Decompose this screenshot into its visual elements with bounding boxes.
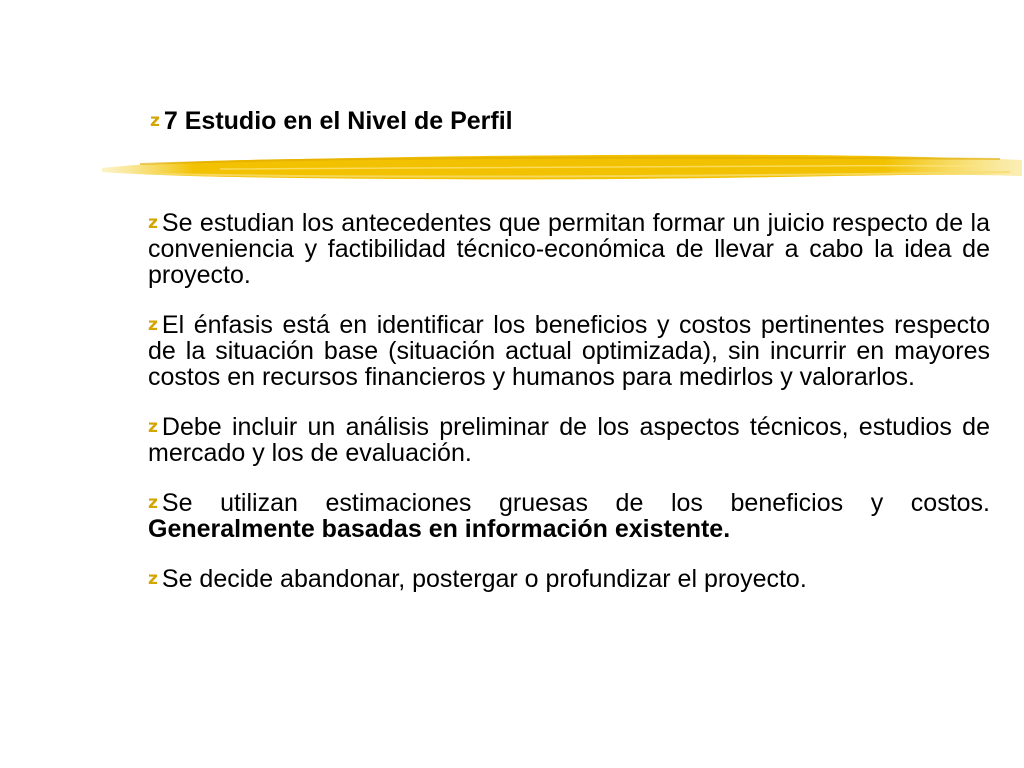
z-bullet-icon: z bbox=[148, 213, 158, 233]
bullet-list bbox=[148, 210, 990, 616]
bullet-text: Se utilizan estimaciones gruesas de los beneficios y costos. bbox=[161, 489, 990, 517]
bullet-item-1 bbox=[148, 210, 990, 288]
z-bullet-icon: z bbox=[148, 569, 158, 589]
slide-title-text: 7 Estudio en el Nivel de Perfil bbox=[163, 107, 513, 135]
bullet-item-4 bbox=[148, 490, 990, 542]
bullet-text: El énfasis está en identificar los beneficios y costos pertinentes respecto de la situación base (situación actual optimizada), sin incurrir en mayores costos en recursos financieros y humanos para medirlos y valorarlos. bbox=[148, 311, 990, 391]
bullet-item-5 bbox=[148, 566, 990, 592]
bullet-text: Debe incluir un análisis preliminar de los aspectos técnicos, estudios de mercado y los de evaluación. bbox=[148, 413, 990, 467]
bullet-bold-text: Generalmente basadas en información existente. bbox=[148, 515, 731, 543]
bullet-text: Se decide abandonar, postergar o profundizar el proyecto. bbox=[161, 565, 807, 593]
bullet-text: Se estudian los antecedentes que permitan formar un juicio respecto de la conveniencia y factibilidad técnico-económica de llevar a cabo la idea de proyecto. bbox=[148, 209, 990, 289]
z-bullet-icon: z bbox=[148, 417, 158, 437]
slide-title bbox=[150, 106, 513, 136]
z-bullet-icon: z bbox=[148, 493, 158, 513]
z-bullet-icon: z bbox=[150, 111, 160, 131]
bullet-item-3 bbox=[148, 414, 990, 466]
yellow-brush-stroke bbox=[100, 150, 1024, 186]
bullet-item-2 bbox=[148, 312, 990, 390]
z-bullet-icon: z bbox=[148, 315, 158, 335]
